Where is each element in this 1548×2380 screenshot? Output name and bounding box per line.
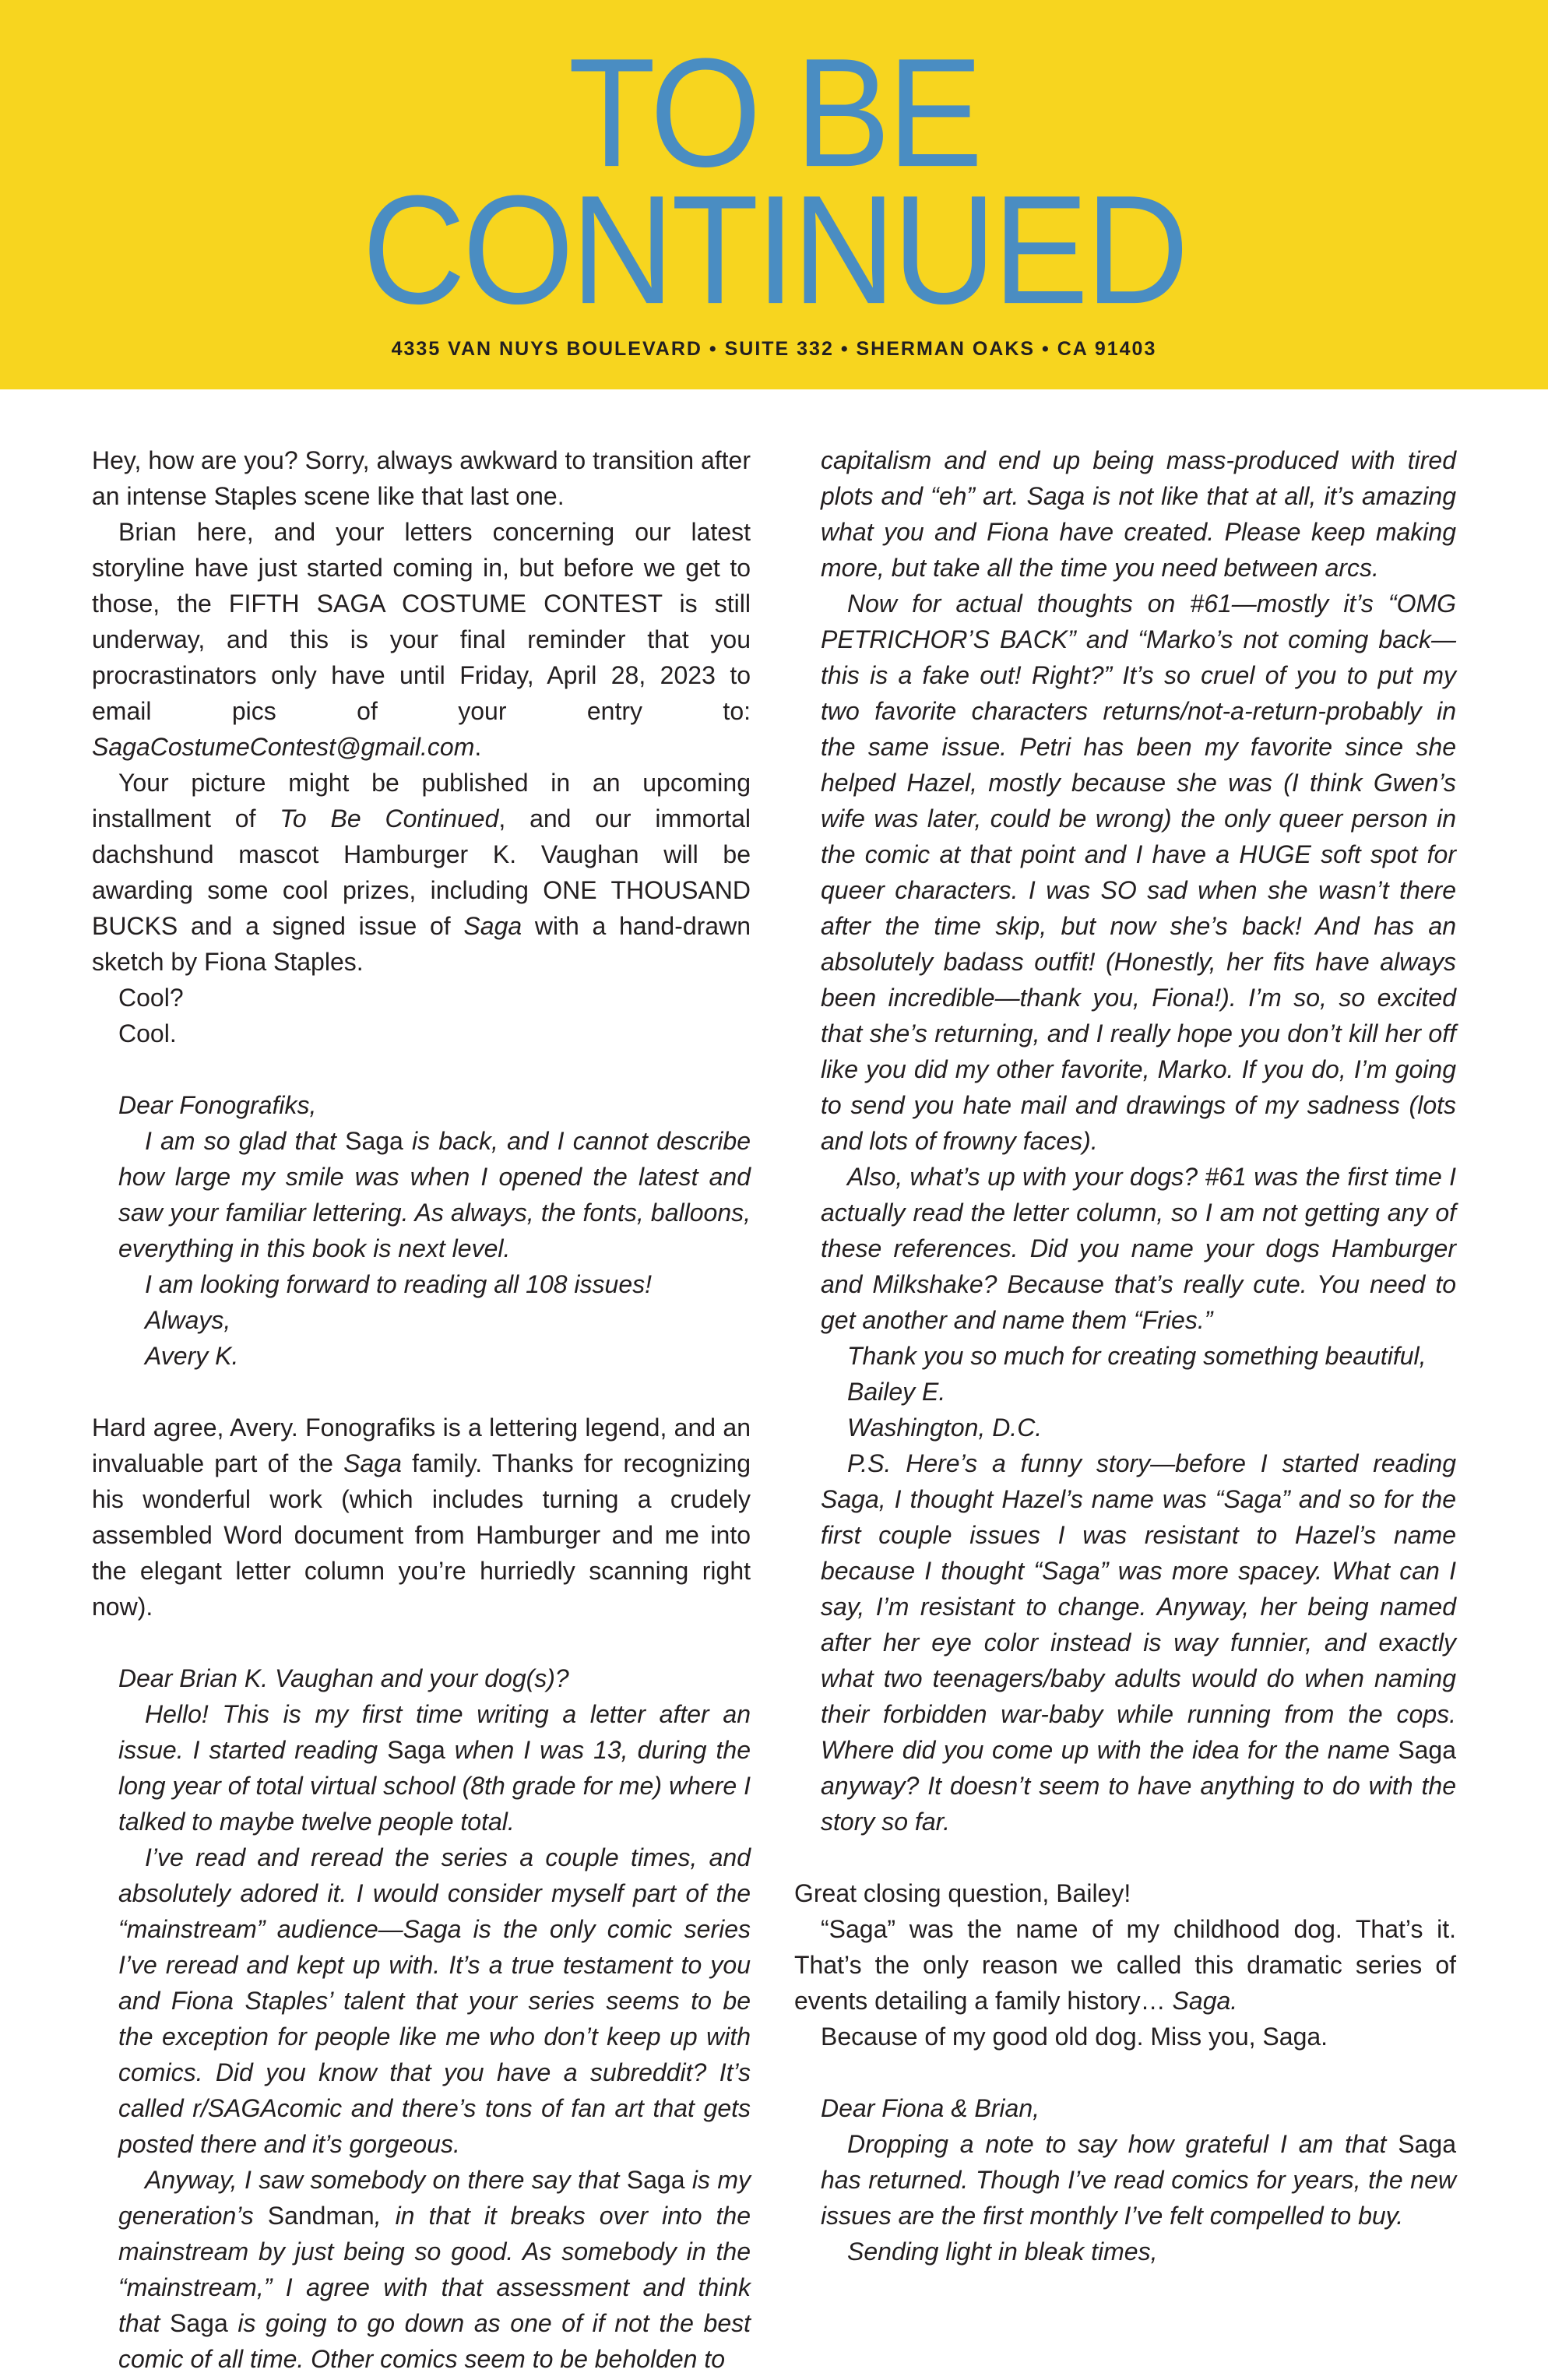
- contest-email: SagaCostumeContest@gmail.com: [92, 733, 475, 761]
- letter-avery: Dear Fonografiks, I am so glad that Saga is back, and I cannot describe how large my smile was when I opened the latest and saw your familiar lettering. As always, the fonts, balloons, everything in this book is next level. I am looking forward to reading all 108 issues! Always, Avery K.: [92, 1087, 751, 1374]
- letter-closing: Thank you so much for creating something beautiful,: [847, 1342, 1427, 1370]
- left-column: [92, 442, 751, 2377]
- intro-paragraph-2: Brian here, and your letters concerning our latest storyline have just started coming in, but before we get to those, the FIFTH SAGA COSTUME CONTEST is still underway, and this is your final reminder that you procrastinators only have until Friday, April 28, 2023 to email pics of your entry to: SagaCostumeContest@gmail.com.: [92, 518, 751, 761]
- reply-bailey-3: Because of my good old dog. Miss you, Saga.: [821, 2023, 1328, 2051]
- letter-bailey-continued: capitalism and end up being mass-produced with tired plots and “eh” art. Saga is not like that at all, it’s amazing what you and Fiona have created. Please keep making more, but take all the time you need between arcs. Now for actual thoughts on #61—mostly it’s “OMG PETRICHOR’S BACK” and “Marko’s not coming back—this is a fake out! Right?” It’s so cruel of you to put my two favorite characters returns/not-a-return-probably in the same issue. Petri has been my favorite since she helped Hazel, mostly because she was (I think Gwen’s wife was later, could be wrong) the only queer person in the comic at that point and I have a HUGE soft spot for queer characters. I was SO sad when she wasn’t there after the time skip, but now she’s back! And has an absolutely badass outfit! (Honestly, her fits have always been incredible—thank you, Fiona!). I’m so, so excited that she’s returning, and I really hope you don’t kill her off like you did my other favorite, Marko. If you do, I’m going to send you hate mail and drawings of my sadness (lots and lots of frowny faces). Also, what’s up with your dogs? #61 was the first time I actually read the letter column, so I am not getting any of these references. Did you name your dogs Hamburger and Milkshake? Because that’s really cute. You need to get another and name them “Fries.” Thank you so much for creating something beautiful, Bailey E. Washington, D.C. P.S. Here’s a funny story—before I started reading Saga, I thought Hazel’s name was “Saga” and so for the first couple issues I was resistant to Hazel’s name because I thought “Saga” was more spacey. What can I say, I’m resistant to change. Anyway, her being named after her eye color instead is way funnier, and exactly what two teenagers/baby adults would do when naming their forbidden war-baby while running from the cops. Where did you come up with the idea for the name Saga anyway? It doesn’t seem to have anything to do with the story so far.: [794, 442, 1456, 1840]
- letter-salutation: Dear Fonografiks,: [118, 1091, 317, 1119]
- intro-paragraph-3: Your picture might be published in an upcoming installment of To Be Continued, and our immortal dachshund mascot Hamburger K. Vaughan will be awarding some cool prizes, including ONE THOUSAND BUCKS and a signed issue of Saga with a hand-drawn sketch by Fiona Staples.: [92, 769, 751, 976]
- letter-final: Dear Fiona & Brian, Dropping a note to say how grateful I am that Saga has returned. Though I’ve read comics for years, the new issues are the first monthly I’ve felt compelled to buy. Sending light in bleak times,: [794, 2090, 1456, 2269]
- letter-signature: Bailey E.: [847, 1378, 946, 1406]
- letter-location: Washington, D.C.: [847, 1414, 1043, 1442]
- page-title-line-2: CONTINUED: [362, 162, 1186, 336]
- letter-postscript: P.S. Here’s a funny story—before I started reading Saga, I thought Hazel’s name was “Saga” and so for the first couple issues I was resistant to Hazel’s name because I thought “Saga” was more spacey. What can I say, I’m resistant to change. Anyway, her being named after her eye color instead is way funnier, and exactly what two teenagers/baby adults would do when naming their forbidden war-baby while running from the cops. Where did you come up with the idea for the name Saga anyway? It doesn’t seem to have anything to do with the story so far.: [821, 1449, 1457, 1836]
- reply-avery: Hard agree, Avery. Fonografiks is a lettering legend, and an invaluable part of the Saga family. Thanks for recognizing his wonderful work (which includes turning a crudely assembled Word document from Hamburger and me into the elegant letter column you’re hurriedly scanning right now).: [92, 1414, 751, 1621]
- reply-bailey-1: Great closing question, Bailey!: [794, 1879, 1131, 1907]
- letter-salutation: Dear Brian K. Vaughan and your dog(s)?: [118, 1664, 569, 1692]
- letter-signature: Avery K.: [145, 1342, 239, 1370]
- cool-answer: Cool.: [118, 1019, 177, 1047]
- header-banner: [0, 0, 1548, 389]
- intro-paragraph-1: Hey, how are you? Sorry, always awkward to transition after an intense Staples scene like that last one.: [92, 446, 751, 510]
- letter-closing: Sending light in bleak times,: [847, 2237, 1158, 2266]
- cool-question: Cool?: [118, 984, 184, 1012]
- letter-bailey: Dear Brian K. Vaughan and your dog(s)? Hello! This is my first time writing a letter after an issue. I started reading Saga when I was 13, during the long year of total virtual school (8th grade for me) where I talked to maybe twelve people total. I’ve read and reread the series a couple times, and absolutely adored it. I would consider myself part of the “mainstream” audience—Saga is the only comic series I’ve reread and kept up with. It’s a true testament to you and Fiona Staples’ talent that your series seems to be the exception for people like me who don’t keep up with comics. Did you know that you have a subreddit? It’s called r/SAGAcomic and there’s tons of fan art that gets posted there and it’s gorgeous. Anyway, I saw somebody on there say that Saga is my generation’s Sandman, in that it breaks over into the mainstream by just being so good. As somebody in the “mainstream,” I agree with that assessment and think that Saga is going to go down as one of if not the best comic of all time. Other comics seem to be beholden to: [92, 1660, 751, 2377]
- reply-bailey-2: “Saga” was the name of my childhood dog. That’s it. That’s the only reason we called this dramatic series of events detailing a family history… Saga.: [794, 1915, 1456, 2015]
- letter-salutation: Dear Fiona & Brian,: [821, 2094, 1040, 2122]
- letter-closing: Always,: [145, 1306, 231, 1334]
- page-title-line-1: TO BE: [568, 25, 980, 199]
- mailing-address: 4335 VAN NUYS BOULEVARD • SUITE 332 • SHERMAN OAKS • CA 91403: [391, 338, 1157, 360]
- right-column: [794, 442, 1456, 2269]
